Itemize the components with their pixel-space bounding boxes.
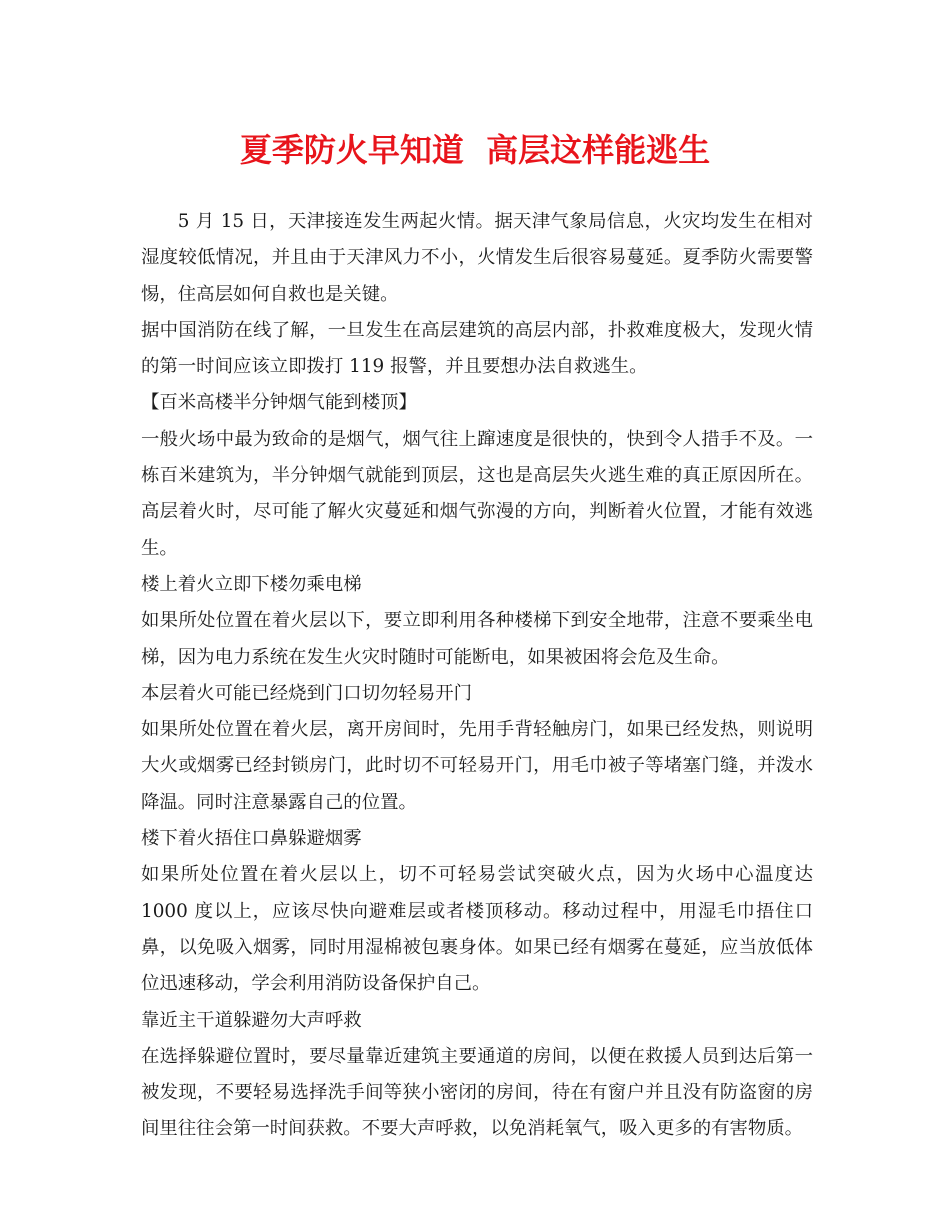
section-heading: 楼上着火立即下楼勿乘电梯 [141,573,362,595]
body-paragraph: 5 月 15 日，天津接连发生两起火情。据天津气象局信息，火灾均发生在相对湿度较低情况，并且由于天津风力不小，火情发生后很容易蔓延。夏季防火需要警惕，住高层如何自救也是关键。 [141,211,813,305]
section-heading: 本层着火可能已经烧到门口切勿轻易开门 [141,682,473,704]
body-paragraph: 一般火场中最为致命的是烟气，烟气往上蹿速度是很快的，快到令人措手不及。一栋百米建筑为，半分钟烟气就能到顶层，这也是高层失火逃生难的真正原因所在。高层着火时，尽可能了解火灾蔓延和烟气弥漫的方向，判断着火位置，才能有效逃生。 [141,428,813,559]
body-paragraph: 如果所处位置在着火层，离开房间时，先用手背轻触房门，如果已经发热，则说明大火或烟雾已经封锁房门，此时切不可轻易开门，用毛巾被子等堵塞门缝，并泼水降温。同时注意暴露自己的位置。 [141,719,813,813]
section-heading: 靠近主干道躲避勿大声呼救 [141,1009,362,1031]
body-paragraph: 在选择躲避位置时，要尽量靠近建筑主要通道的房间，以便在救援人员到达后第一被发现，不要轻易选择洗手间等狭小密闭的房间，待在有窗户并且没有防盗窗的房间里往往会第一时间获救。不要大声呼救，以免消耗氧气，吸入更多的有害物质。 [141,1045,813,1140]
section-heading: 楼下着火捂住口鼻躲避烟雾 [141,828,362,850]
body-paragraph: 据中国消防在线了解，一旦发生在高层建筑的高层内部，扑救难度极大，发现火情的第一时间应该立即拨打 119 报警，并且要想办法自救逃生。 [141,319,813,378]
section-heading: 【百米高楼半分钟烟气能到楼顶】 [141,392,417,414]
body-paragraph: 如果所处位置在着火层以上，切不可轻易尝试突破火点，因为火场中心温度达 1000 度以上，应该尽快向避难层或者楼顶移动。移动过程中，用湿毛巾捂住口鼻，以免吸入烟雾，同时用湿棉被包裹身体。如果已经有烟雾在蔓延，应当放低体位迅速移动，学会利用消防设备保护自己。 [141,864,813,995]
body-paragraph: 如果所处位置在着火层以下，要立即利用各种楼梯下到安全地带，注意不要乘坐电梯，因为电力系统在发生火灾时随时可能断电，如果被困将会危及生命。 [141,610,813,668]
document-body [141,204,813,1148]
document-title: 夏季防火早知道 高层这样能逃生 [239,131,711,169]
